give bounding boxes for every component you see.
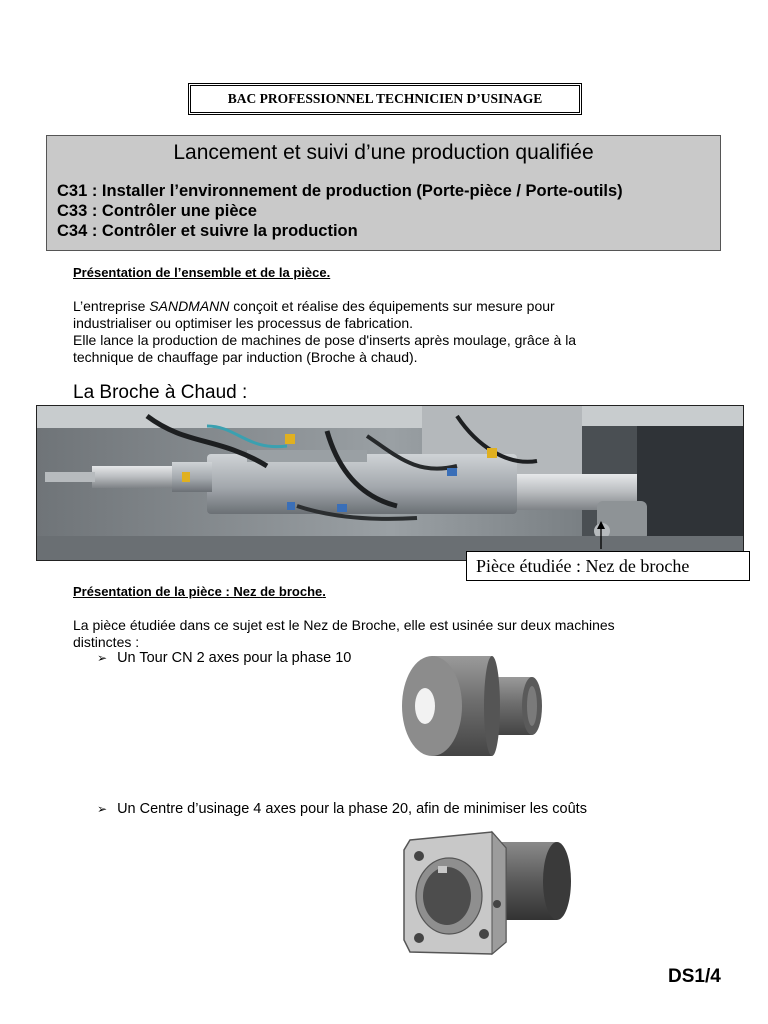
- turned-part-illustration: [392, 652, 552, 764]
- section-title-ensemble: Présentation de l’ensemble et de la pièce.: [73, 265, 331, 280]
- section-title-piece: Présentation de la pièce : Nez de broche.: [73, 584, 326, 599]
- broche-photo: [36, 405, 744, 561]
- paragraph-line: distinctes :: [73, 634, 140, 650]
- bullet-item: ➢ Un Tour CN 2 axes pour la phase 10: [97, 650, 352, 666]
- competency-c33: C33 : Contrôler une pièce: [57, 202, 257, 220]
- arrow-bullet-icon: ➢: [97, 802, 108, 816]
- milled-part-illustration: [402, 830, 578, 960]
- page-number: DS1/4: [668, 966, 721, 987]
- broche-heading: La Broche à Chaud :: [73, 382, 248, 403]
- broche-machine-illustration: [37, 406, 744, 561]
- header-panel: [46, 135, 721, 251]
- document-title: Lancement et suivi d’une production qualifiée: [173, 141, 594, 164]
- bullet-item: ➢ Un Centre d’usinage 4 axes pour la phase 20, afin de minimiser les coûts: [97, 801, 587, 817]
- paragraph-line: Elle lance la production de machines de pose d'inserts après moulage, grâce à la: [73, 332, 577, 348]
- paragraph-line: L’entreprise SANDMANN conçoit et réalise des équipements sur mesure pour: [73, 298, 555, 314]
- program-title: BAC PROFESSIONNEL TECHNICIEN D’USINAGE: [188, 83, 582, 115]
- paragraph-line: industrialiser ou optimiser les processus de fabrication.: [73, 315, 414, 331]
- competency-c34: C34 : Contrôler et suivre la production: [57, 222, 358, 240]
- arrow-bullet-icon: ➢: [97, 651, 108, 665]
- paragraph-line: La pièce étudiée dans ce sujet est le Nez de Broche, elle est usinée sur deux machines: [73, 617, 615, 633]
- photo-caption: Pièce étudiée : Nez de broche: [466, 551, 750, 581]
- paragraph-line: technique de chauffage par induction (Broche à chaud).: [73, 349, 418, 365]
- company-name: SANDMANN: [149, 298, 230, 314]
- competency-c31: C31 : Installer l’environnement de production (Porte-pièce / Porte-outils): [57, 182, 623, 200]
